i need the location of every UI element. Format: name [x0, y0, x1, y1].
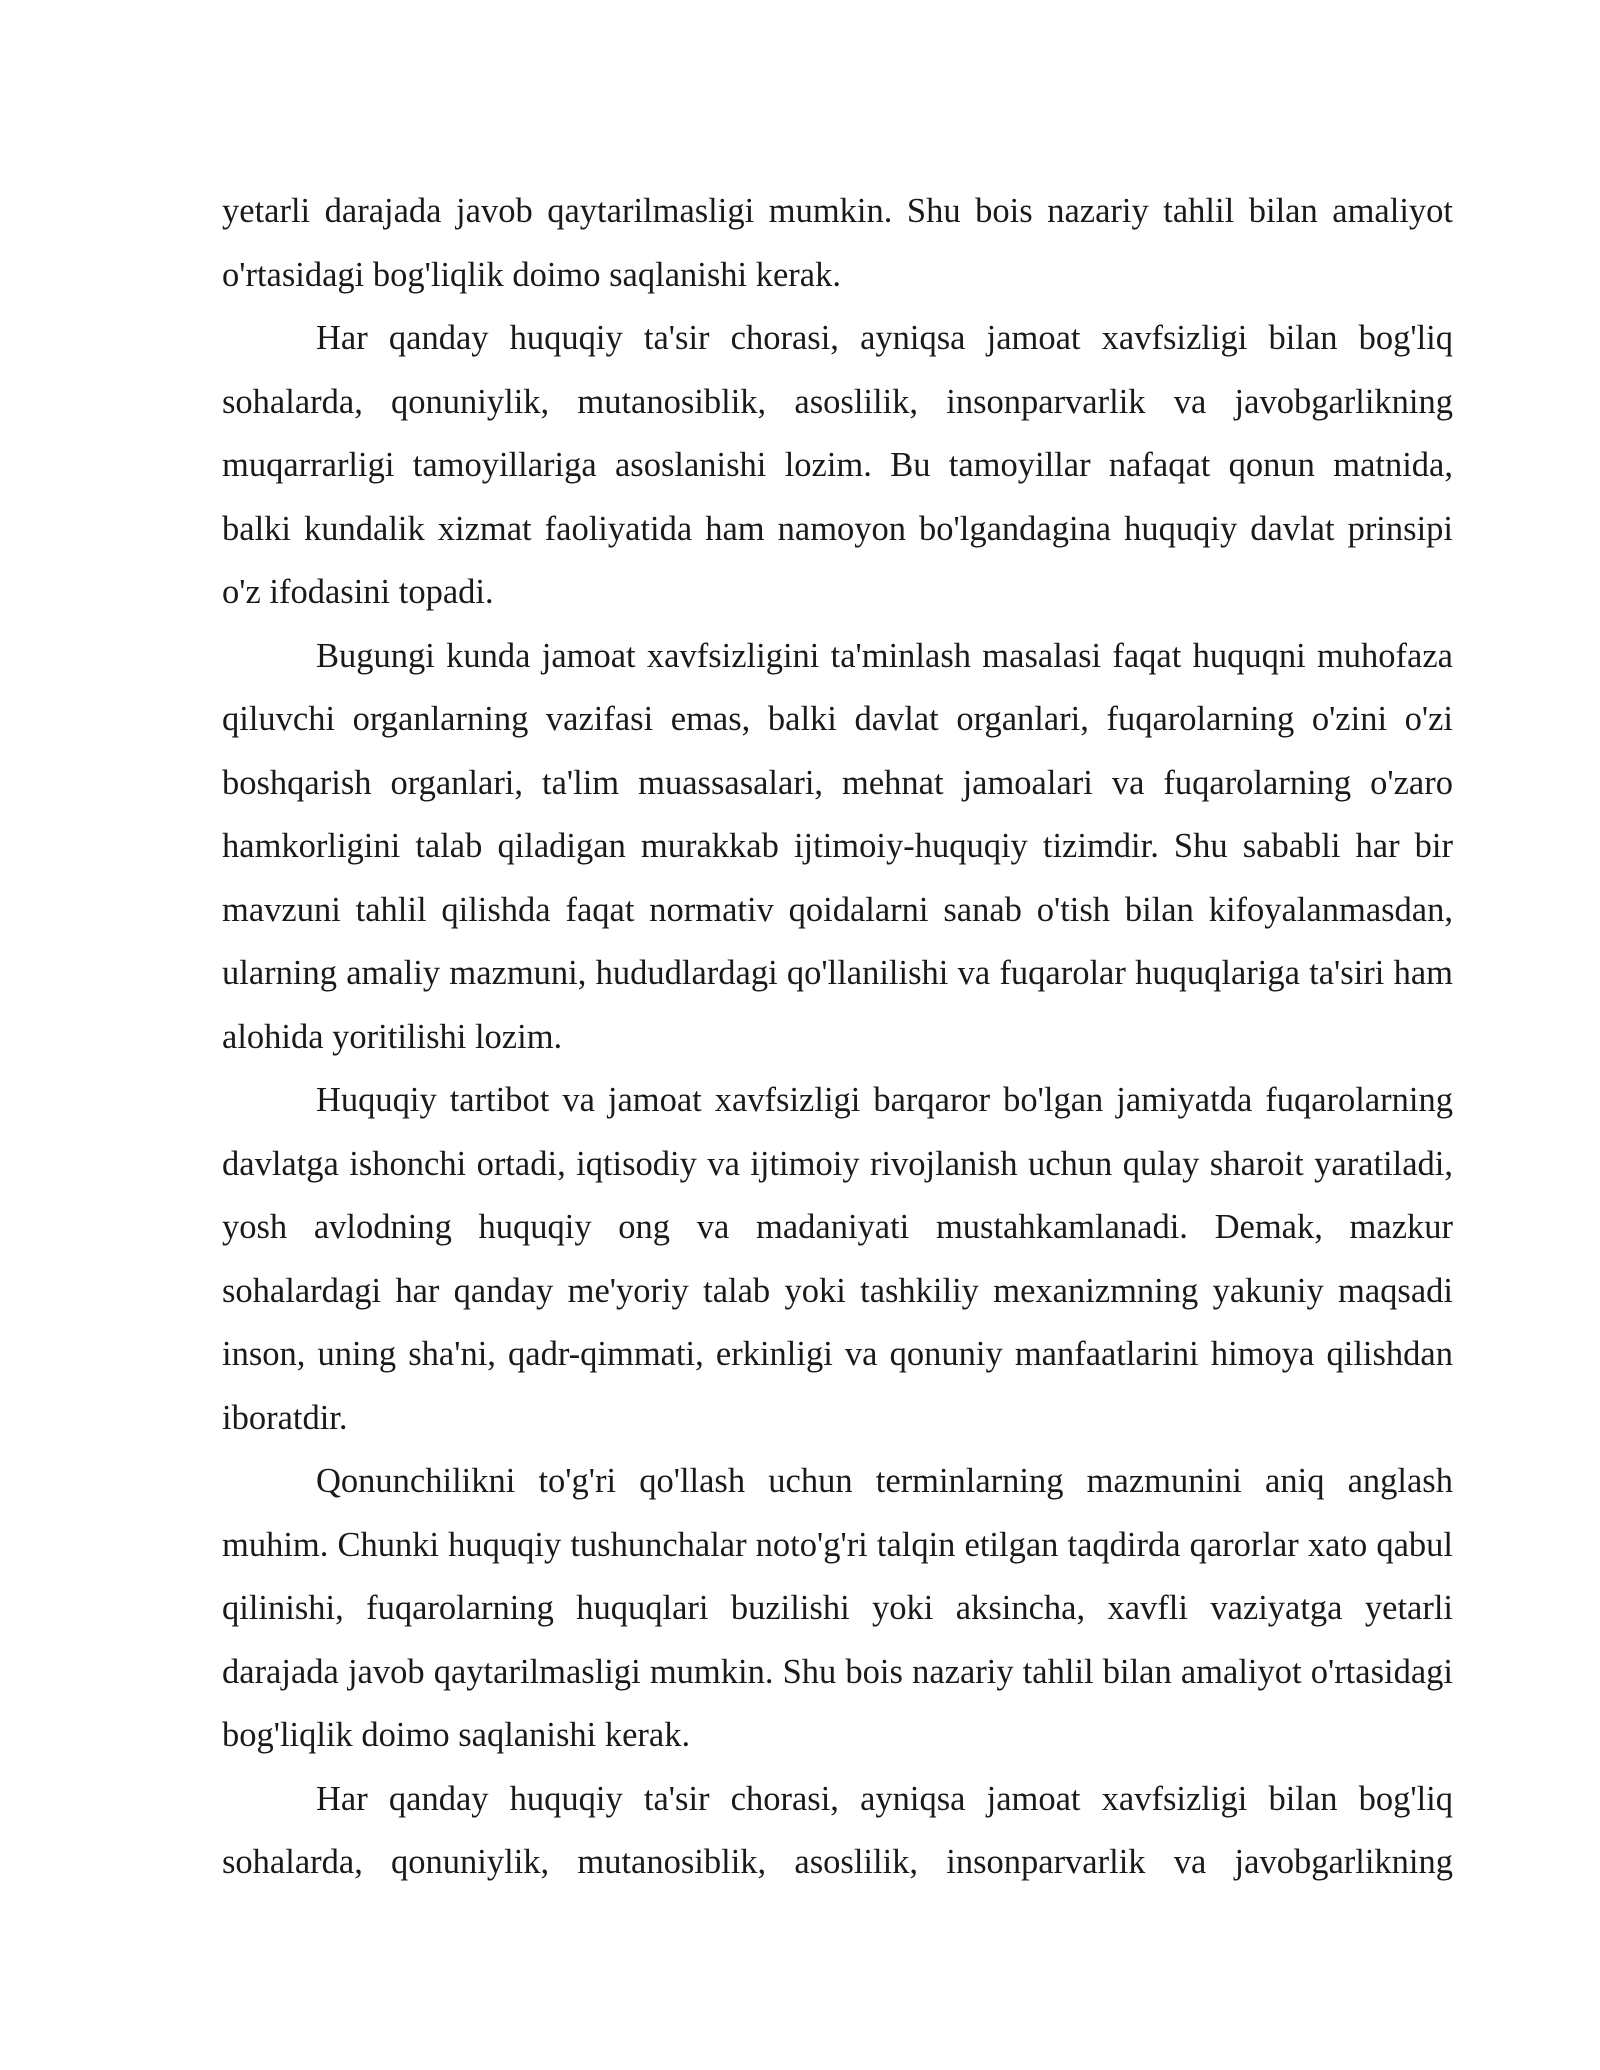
paragraph-2: Har qanday huquqiy ta'sir chorasi, ayniqsa jamoat xavfsizligi bilan bog'liq sohalarda, qonuniylik, mutanosiblik, asoslilik, insonparvarlik va javobgarlikning muqarrarligi tamoyillariga asoslanishi lozim. Bu tamoyillar nafaqat qonun matnida, balki kundalik xizmat faoliyatida ham namoyon bo'lgandagina huquqiy davlat prinsipi o'z ifodasini topadi.: [222, 319, 1453, 611]
paragraph-4: Huquqiy tartibot va jamoat xavfsizligi barqaror bo'lgan jamiyatda fuqarolarning davlatga ishonchi ortadi, iqtisodiy va ijtimoiy rivojlanish uchun qulay sharoit yaratiladi, yosh avlodning huquqiy ong va madaniyati mustahkamlanadi. Demak, mazkur sohalardagi har qanday me'yoriy talab yoki tashkiliy mexanizmning yakuniy maqsadi inson, uning sha'ni, qadr-qimmati, erkinligi va qonuniy manfaatlarini himoya qilishdan iboratdir.: [222, 1081, 1453, 1437]
paragraph-6: Har qanday huquqiy ta'sir chorasi, ayniqsa jamoat xavfsizligi bilan bog'liq sohalarda, qonuniylik, mutanosiblik, asoslilik, insonparvarlik va javobgarlikning: [222, 1779, 1453, 1881]
paragraph-1: yetarli darajada javob qaytarilmasligi mumkin. Shu bois nazariy tahlil bilan amaliyot o'rtasidagi bog'liqlik doimo saqlanishi kerak.: [222, 192, 1453, 294]
paragraph-3: Bugungi kunda jamoat xavfsizligini ta'minlash masalasi faqat huquqni muhofaza qiluvchi organlarning vazifasi emas, balki davlat organlari, fuqarolarning o'zini o'zi boshqarish organlari, ta'lim muassasalari, mehnat jamoalari va fuqarolarning o'zaro hamkorligini talab qiladigan murakkab ijtimoiy-huquqiy tizimdir. Shu sababli har bir mavzuni tahlil qilishda faqat normativ qoidalarni sanab o'tish bilan kifoyalanmasdan, ularning amaliy mazmuni, hududlardagi qo'llanilishi va fuqarolar huquqlariga ta'siri ham alohida yoritilishi lozim.: [222, 636, 1453, 1056]
document-page: [222, 180, 1453, 1895]
paragraph-5: Qonunchilikni to'g'ri qo'llash uchun terminlarning mazmunini aniq anglash muhim. Chunki huquqiy tushunchalar noto'g'ri talqin etilgan taqdirda qarorlar xato qabul qilinishi, fuqarolarning huquqlari buzilishi yoki aksincha, xavfli vaziyatga yetarli darajada javob qaytarilmasligi mumkin. Shu bois nazariy tahlil bilan amaliyot o'rtasidagi bog'liqlik doimo saqlanishi kerak.: [222, 1462, 1453, 1754]
